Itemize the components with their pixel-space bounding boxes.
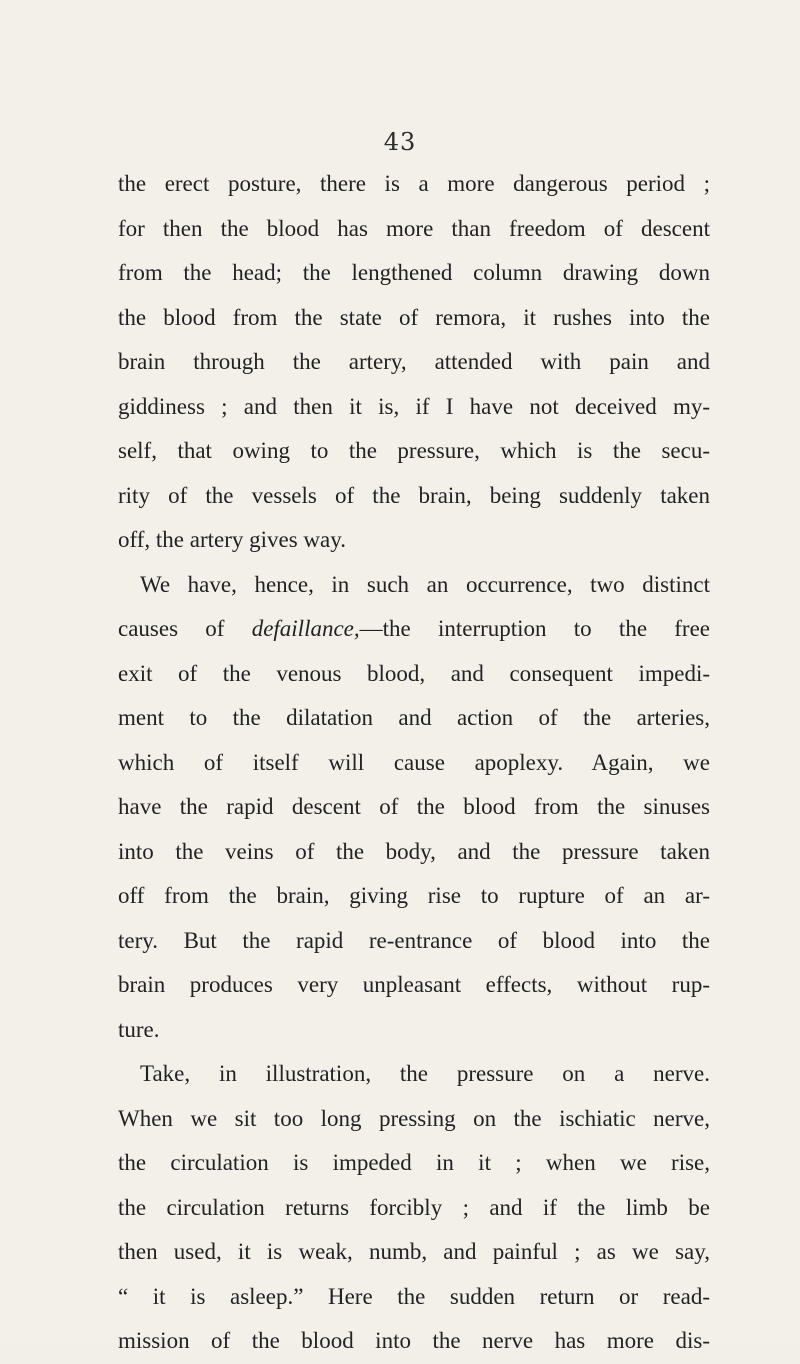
text-line: into the veins of the body, and the pressure taken (118, 838, 710, 864)
text-line: We have, hence, in such an occurrence, two distinct (140, 571, 710, 597)
text-line: brain produces very unpleasant effects, without rup- (118, 972, 710, 997)
text-line: “ it is asleep.” Here the sudden return or read- (118, 1283, 710, 1309)
text-line: tery. But the rapid re-entrance of blood into the (118, 927, 710, 953)
text-segment: causes of (118, 616, 225, 641)
text-segment: —the interruption to the free (359, 616, 711, 641)
text-line-mixed (118, 607, 710, 652)
text-line: rity of the vessels of the brain, being suddenly taken (118, 482, 710, 508)
text-line: for then the blood has more than freedom of descent (118, 215, 710, 241)
text-line: the blood from the state of remora, it rushes into the (118, 304, 710, 330)
text-line: then used, it is weak, numb, and painful ; as we say, (118, 1239, 710, 1264)
text-line: from the head; the lengthened column drawing down (118, 260, 710, 285)
text-line: Take, in illustration, the pressure on a nerve. (140, 1061, 710, 1086)
text-line: off, the artery gives way. (118, 527, 347, 552)
text-line: ment to the dilatation and action of the arteries, (118, 705, 710, 730)
body-text (118, 162, 710, 1364)
text-line: ture. (118, 1016, 160, 1042)
text-line: have the rapid descent of the blood from the sinuses (118, 794, 710, 819)
page-number: 43 (383, 128, 417, 156)
text-line: the circulation is impeded in it ; when we rise, (118, 1150, 710, 1175)
italic-term: defaillance, (251, 616, 360, 641)
text-line: mission of the blood into the nerve has more dis- (118, 1328, 710, 1353)
text-line: When we sit too long pressing on the ischiatic nerve, (118, 1105, 710, 1131)
text-line: brain through the artery, attended with pain and (118, 349, 710, 374)
text-line: giddiness ; and then it is, if I have not deceived my- (118, 393, 710, 419)
text-line: off from the brain, giving rise to rupture of an ar- (118, 883, 710, 908)
text-line: exit of the venous blood, and consequent impedi- (118, 660, 710, 686)
text-line: the circulation returns forcibly ; and if the limb be (118, 1194, 710, 1220)
text-line: which of itself will cause apoplexy. Again, we (118, 749, 710, 775)
text-line: self, that owing to the pressure, which is the secu- (118, 438, 710, 463)
text-line: the erect posture, there is a more dangerous period ; (118, 171, 710, 196)
